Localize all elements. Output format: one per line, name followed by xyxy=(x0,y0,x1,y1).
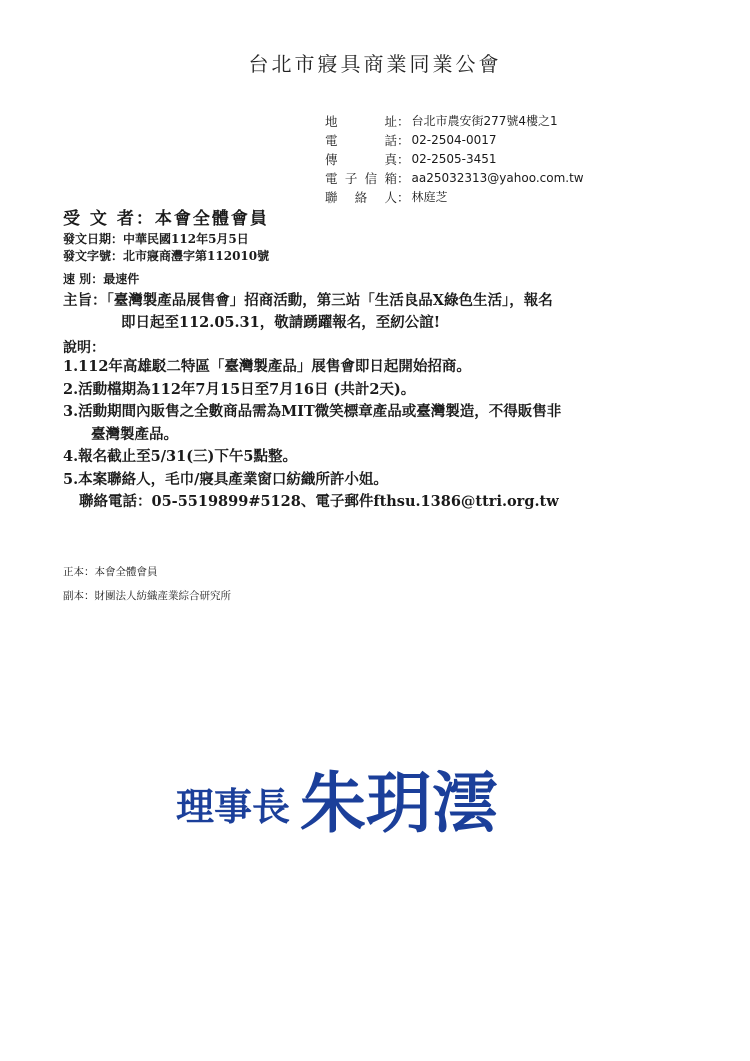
doc-number-label: 發文字號 xyxy=(63,249,112,263)
contact-key: 聯 絡 人 xyxy=(325,190,397,205)
date-value: 中華民國112年5月5日 xyxy=(123,232,249,246)
subject-block xyxy=(63,290,703,334)
explanation-item-4: 4.報名截止至5/31(三)下午5點整。 xyxy=(63,448,298,465)
contact-block xyxy=(325,112,584,207)
explanation-item-5-contact: 聯絡電話：05-5519899#5128、電子郵件fthsu.1386@ttri.org.tw xyxy=(79,493,559,510)
contact-row-email: 電 子 信 箱 ： aa25032313@yahoo.com.tw xyxy=(325,171,584,186)
explanation-item-3: 3.活動期間內販售之全數商品需為MIT微笑標章產品或臺灣製造，不得販售非 xyxy=(63,403,562,420)
explanation-heading: 說明： xyxy=(63,340,105,356)
contact-address: 台北市農安街277號4樓之1 xyxy=(411,114,558,128)
explanation-list xyxy=(63,356,703,514)
contact-key: 電 子 信 箱 xyxy=(325,171,397,186)
recipient-label: 受 文 者 xyxy=(63,209,136,229)
explanation-item-5: 5.本案聯絡人，毛巾/寢具產業窗口紡織所許小姐。 xyxy=(63,470,388,488)
chairman-seal xyxy=(172,750,542,860)
speed-value: 最速件 xyxy=(103,272,140,286)
recipient-value: 本會全體會員 xyxy=(154,209,269,229)
contact-row-fax: 傳 真 ： 02-2505-3451 xyxy=(325,152,497,167)
contact-row-phone: 電 話 ： 02-2504-0017 xyxy=(325,133,497,148)
contact-key: 電 話 xyxy=(325,133,397,148)
contact-person: 林庭芝 xyxy=(411,190,448,204)
seal-name: 朱玥澐 xyxy=(300,765,498,842)
recipient-line: 受 文 者：本會全體會員 xyxy=(63,209,269,229)
seal-graphic xyxy=(172,750,542,860)
date-line: 發文日期：中華民國112年5月5日 xyxy=(63,232,249,246)
contact-email: aa25032313@yahoo.com.tw xyxy=(411,171,584,185)
contact-key: 地 址 xyxy=(325,114,397,129)
contact-row-person: 聯 絡 人 ： 林庭芝 xyxy=(325,190,448,205)
contact-row-address: 地 址 ： 台北市農安街277號4樓之1 xyxy=(325,114,558,129)
contact-key: 傳 真 xyxy=(325,152,397,167)
document-title: 台北市寢具商業同業公會 xyxy=(248,52,502,76)
speed-line: 速 別：最速件 xyxy=(63,272,140,286)
seal-title: 理事長 xyxy=(176,785,291,829)
subject-line-1: 主旨：「臺灣製產品展售會」招商活動，第三站「生活良品X綠色生活」，報名 xyxy=(63,292,553,309)
subject-line-2: 即日起至112.05.31，敬請踴躍報名，至紉公誼! xyxy=(121,314,441,331)
explanation-item-1: 1.112年高雄駁二特區「臺灣製產品」展售會即日起開始招商。 xyxy=(63,358,471,375)
explanation-item-3-continued: 臺灣製產品。 xyxy=(91,425,178,443)
doc-number-line: 發文字號：北市寢商灃字第112010號 xyxy=(63,249,270,263)
contact-phone: 02-2504-0017 xyxy=(411,133,497,147)
speed-label: 速 別 xyxy=(63,272,92,286)
explanation-item-2: 2.活動檔期為112年7月15日至7月16日 (共計2天)。 xyxy=(63,380,416,398)
contact-fax: 02-2505-3451 xyxy=(411,152,497,166)
distribution-main: 正本：本會全體會員 xyxy=(63,566,158,578)
date-label: 發文日期 xyxy=(63,232,112,246)
distribution-copy: 副本：財團法人紡織產業綜合研究所 xyxy=(63,590,231,602)
doc-number-value: 北市寢商灃字第112010號 xyxy=(123,249,270,263)
